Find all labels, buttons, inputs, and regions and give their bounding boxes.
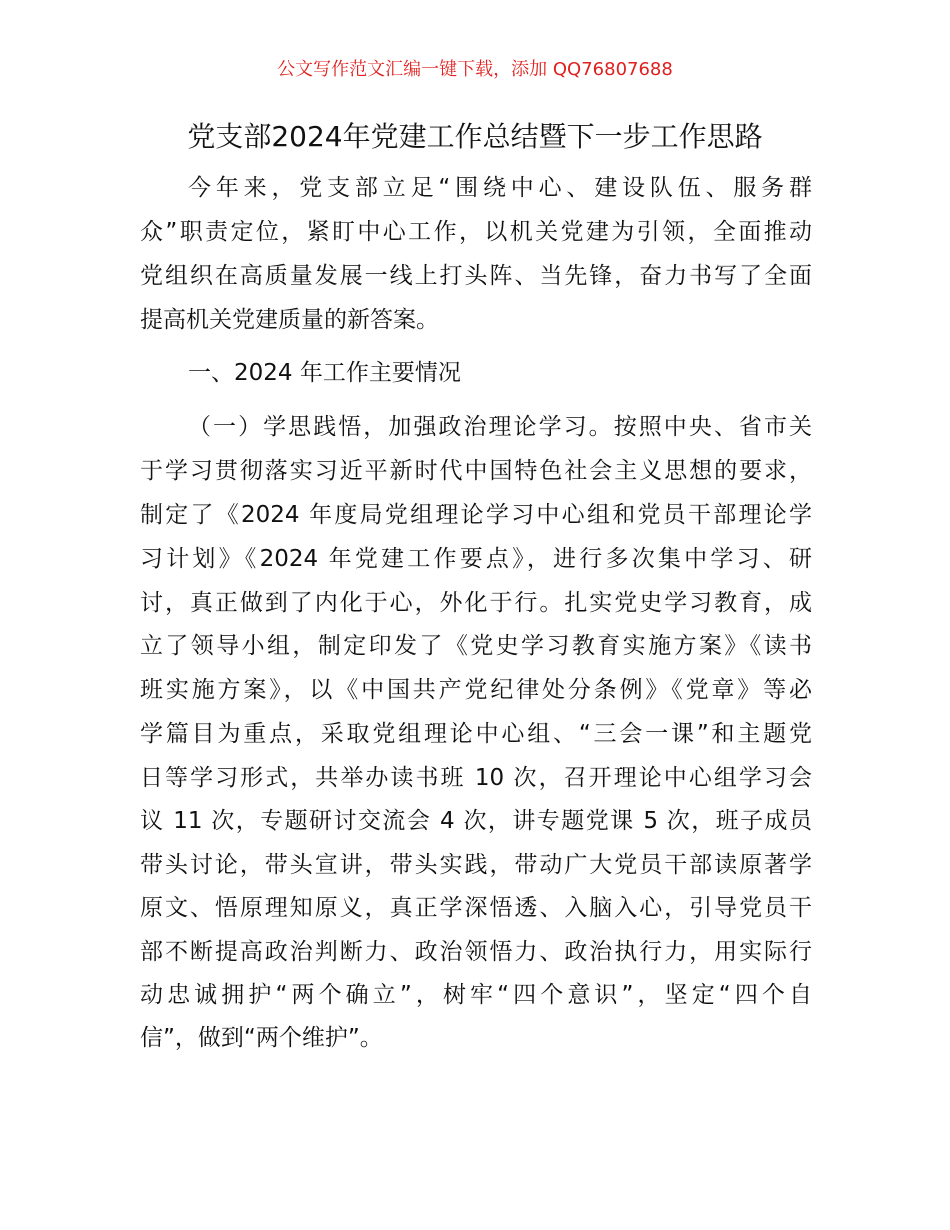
paragraph-line: 众”职责定位，紧盯中心工作，以机关党建为引领，全面推动 — [140, 219, 812, 245]
section-heading: 一、2024 年工作主要情况 — [188, 360, 461, 386]
paragraph-line: 班实施方案》，以《中国共产党纪律处分条例》《党章》等必 — [140, 677, 812, 703]
paragraph-line: 学篇目为重点，采取党组理论中心组、“三会一课”和主题党 — [140, 721, 812, 747]
paragraph-line: 信”，做到“两个维护”。 — [140, 1025, 383, 1051]
download-banner-link[interactable]: 公文写作范文汇编一键下载，添加 QQ76807688 — [277, 59, 673, 80]
paragraph-line: 提高机关党建质量的新答案。 — [140, 307, 439, 333]
paragraph-line: （一）学思践悟，加强政治理论学习。按照中央、省市关 — [188, 414, 812, 440]
paragraph-line: 议 11 次，专题研讨交流会 4 次，讲专题党课 5 次，班子成员 — [140, 808, 812, 834]
paragraph-line: 带头讨论，带头宣讲，带头实践，带动广大党员干部读原著学 — [140, 852, 812, 878]
document-title: 党支部2024年党建工作总结暨下一步工作思路 — [187, 120, 763, 153]
paragraph-line: 日等学习形式，共举办读书班 10 次，召开理论中心组学习会 — [140, 765, 812, 791]
paragraph-line: 动忠诚拥护“两个确立”，树牢“四个意识”，坚定“四个自 — [140, 982, 812, 1008]
paragraph-line: 党组织在高质量发展一线上打头阵、当先锋，奋力书写了全面 — [140, 263, 812, 289]
paragraph-line: 原文、悟原理知原义，真正学深悟透、入脑入心，引导党员干 — [140, 895, 812, 921]
paragraph-line: 部不断提高政治判断力、政治领悟力、政治执行力，用实际行 — [140, 939, 812, 965]
paragraph-line: 制定了《2024 年度局党组理论学习中心组和党员干部理论学 — [140, 502, 812, 528]
paragraph-line: 讨，真正做到了内化于心，外化于行。扎实党史学习教育，成 — [140, 590, 812, 616]
paragraph-line: 今年来，党支部立足“围绕中心、建设队伍、服务群 — [188, 175, 812, 201]
paragraph-line: 习计划》《2024 年党建工作要点》，进行多次集中学习、研 — [140, 546, 812, 572]
paragraph-line: 立了领导小组，制定印发了《党史学习教育实施方案》《读书 — [140, 633, 812, 659]
paragraph-line: 于学习贯彻落实习近平新时代中国特色社会主义思想的要求， — [140, 458, 812, 484]
